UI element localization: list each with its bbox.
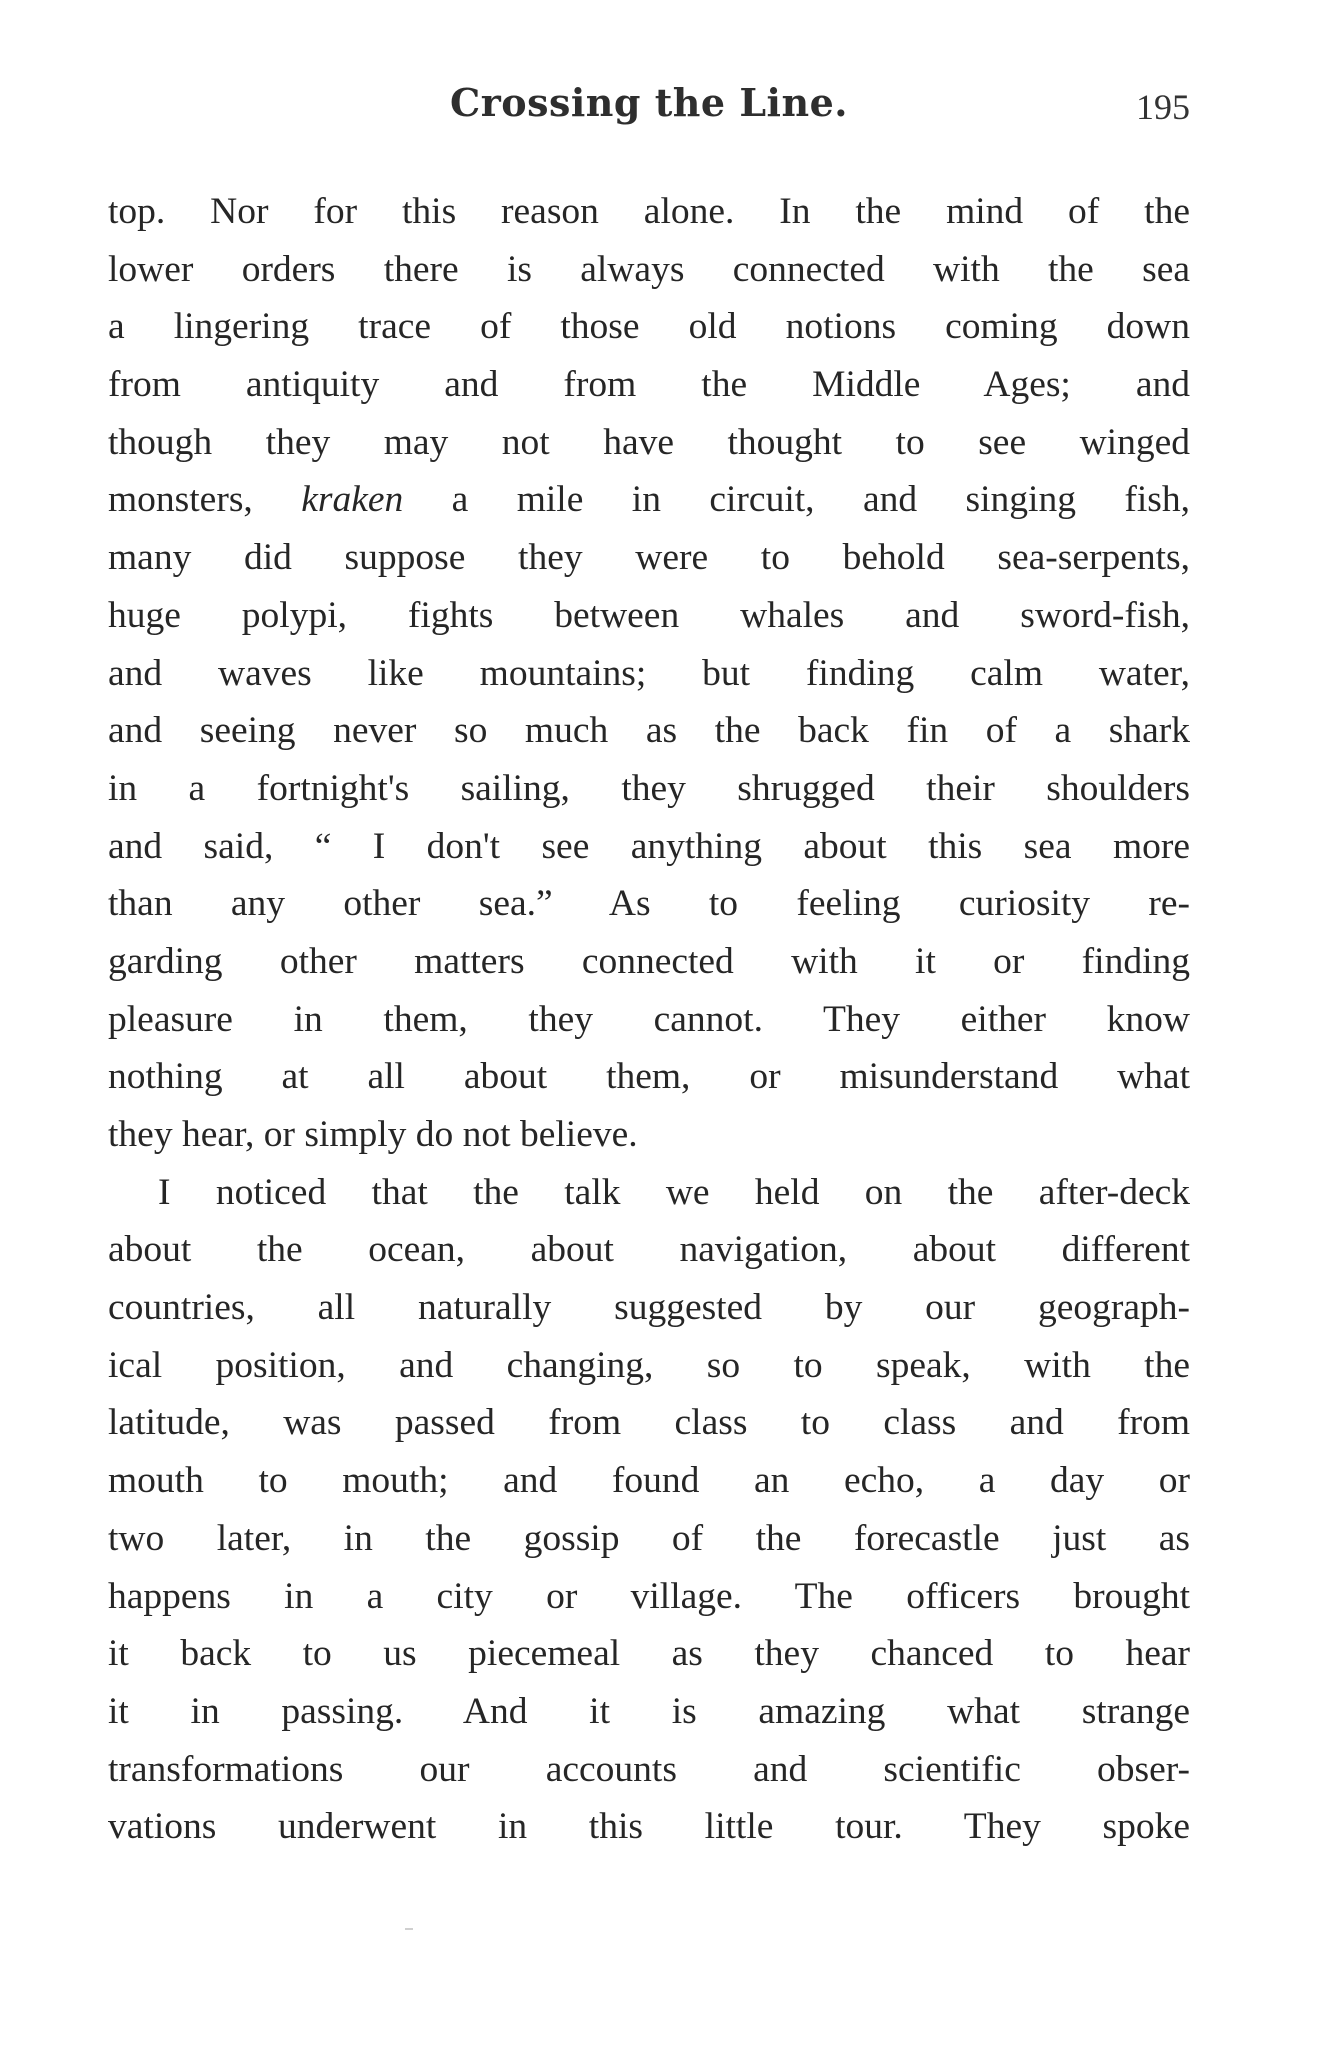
text-line: huge polypi, fights between whales and sword-fish, — [108, 594, 1190, 636]
text-line: two later, in the gossip of the forecastle just as — [108, 1517, 1190, 1559]
text-line: garding other matters connected with it or finding — [108, 940, 1190, 982]
text-line: and waves like mountains; but finding calm water, — [108, 652, 1190, 694]
page-number: 195 — [1136, 87, 1190, 127]
text-line: vations underwent in this little tour. They spoke — [108, 1806, 1190, 1848]
text-fragment: monsters, — [108, 479, 302, 521]
text-line: lower orders there is always connected with the sea — [108, 248, 1190, 290]
italic-word: kraken — [301, 479, 404, 521]
text-line: many did suppose they were to behold sea-serpents, — [108, 537, 1190, 579]
text-line: pleasure in them, they cannot. They either know — [108, 998, 1190, 1040]
text-line: nothing at all about them, or misunderstand what — [108, 1056, 1190, 1098]
text-line: it back to us piecemeal as they chanced to hear — [108, 1633, 1190, 1675]
text-line: transformations our accounts and scientific obser- — [108, 1748, 1190, 1790]
text-line: mouth to mouth; and found an echo, a day or — [108, 1460, 1190, 1502]
text-line: in a fortnight's sailing, they shrugged their shoulders — [108, 767, 1190, 809]
text-fragment: a mile in circuit, and singing fish, — [403, 479, 1190, 521]
text-line-with-italic — [108, 471, 1190, 529]
text-line: a lingering trace of those old notions coming down — [108, 306, 1190, 348]
text-line: and seeing never so much as the back fin of a shark — [108, 710, 1190, 752]
text-line: they hear, or simply do not believe. — [108, 1114, 638, 1155]
body-text — [108, 183, 1190, 1856]
text-line: top. Nor for this reason alone. In the mind of the — [108, 191, 1190, 232]
text-line: latitude, was passed from class to class and from — [108, 1402, 1190, 1444]
text-line: though they may not have thought to see winged — [108, 421, 1190, 463]
text-line: than any other sea.” As to feeling curiosity re- — [108, 883, 1190, 925]
paper-speck — [405, 1928, 413, 1930]
text-line: from antiquity and from the Middle Ages; and — [108, 364, 1190, 406]
running-head — [108, 80, 1190, 140]
running-title: Crossing the Line. — [449, 80, 849, 125]
text-line: it in passing. And it is amazing what strange — [108, 1690, 1190, 1732]
text-line: about the ocean, about navigation, about different — [108, 1229, 1190, 1271]
text-line: and said, “ I don't see anything about this sea more — [108, 825, 1190, 867]
text-line: ical position, and changing, so to speak, with the — [108, 1344, 1190, 1386]
text-line: happens in a city or village. The officers brought — [108, 1575, 1190, 1617]
text-line: I noticed that the talk we held on the after-deck — [158, 1171, 1190, 1213]
text-line: countries, all naturally suggested by our geograph- — [108, 1287, 1190, 1329]
